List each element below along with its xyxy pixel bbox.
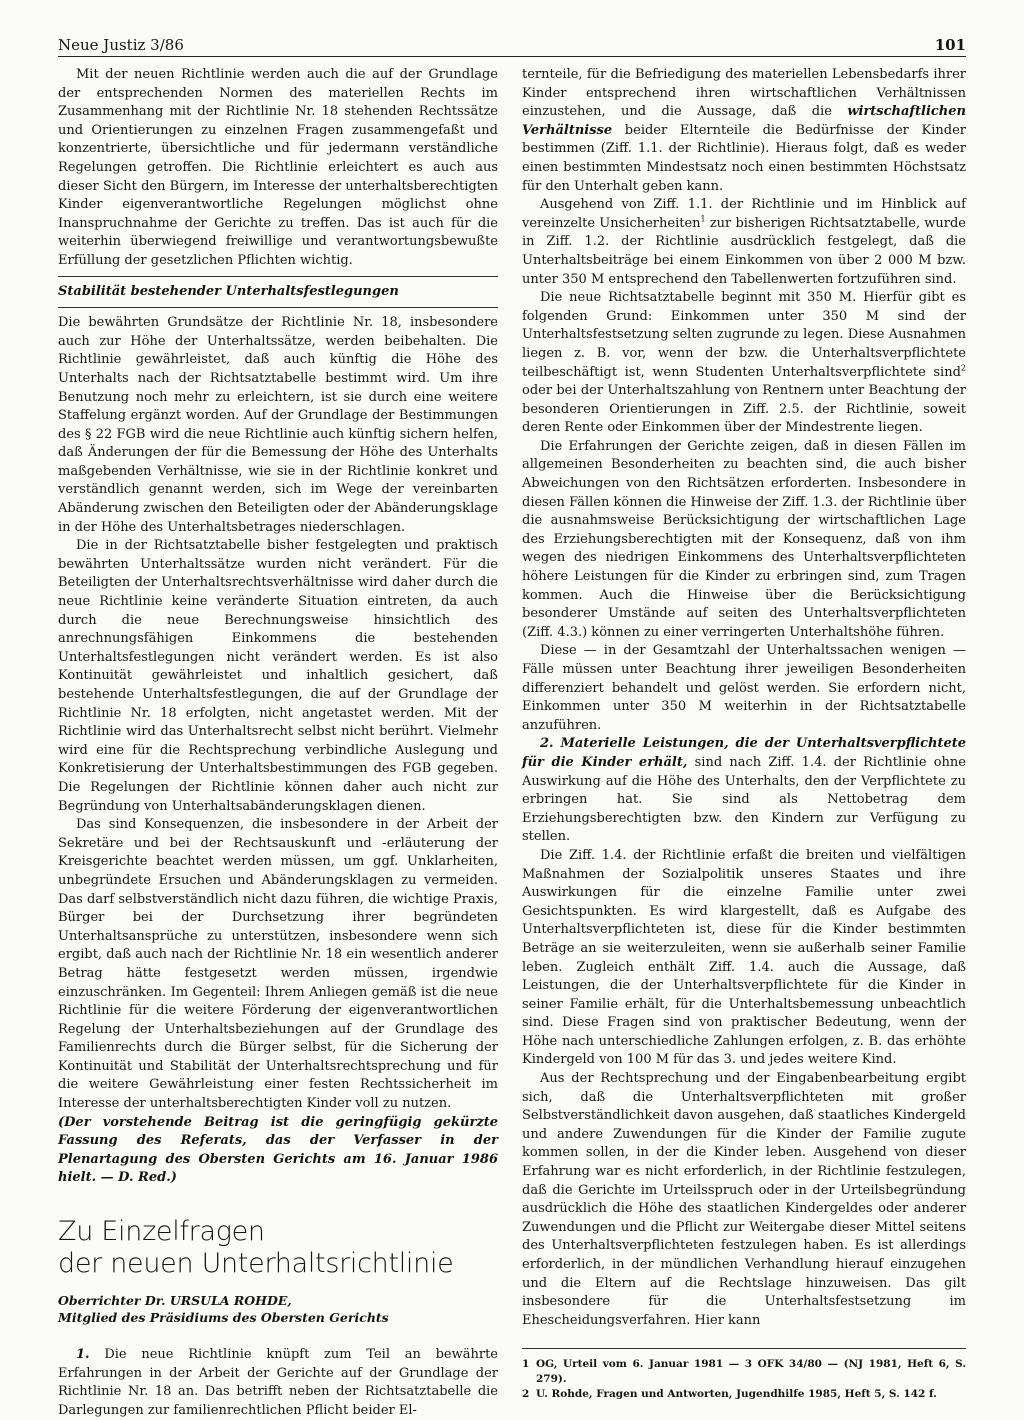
text-run: beider Elternteile die Bedürfnisse der Kinder bestimmen (Ziff. 1.1. der Richtlinie). Hieraus folgt, daß es weder einen bestimmten Mindestsatz noch einen bestimmten Höchstsatz für den Unterhalt geben kann. [522, 122, 966, 194]
page-number: 101 [934, 36, 966, 54]
paragraph [522, 196, 966, 289]
journal-issue: Neue Justiz 3/86 [58, 36, 184, 54]
section-heading: Stabilität bestehender Unterhaltsfestlegungen [58, 283, 399, 299]
header-rule [58, 56, 966, 57]
footnote-ref: 1 [700, 214, 706, 224]
article-title-line: Zu Einzelfragen [58, 1216, 265, 1248]
text-run: oder bei der Unterhaltszahlung von Rentnern unter Beachtung der besonderen Orientierungen in Ziff. 2.5. der Richtlinie, soweit deren Rente oder Einkommen über der Mindestrente liegen. [522, 383, 966, 436]
section-rule [58, 276, 498, 277]
paragraph: Diese — in der Gesamtzahl der Unterhaltssachen wenigen — Fälle müssen unter Beachtung ihrer jeweiligen Besonderheiten differenziert behandelt und gelöst werden. Sie erfordern nicht, Einkommen unter 350 M weiterhin in der Richtsatztabelle anzuführen. [522, 643, 966, 733]
paragraph: Das sind Konsequenzen, die insbesondere in der Arbeit der Sekretäre und bei der Rechtsauskunft und -erläuterung der Kreisgerichte beachtet werden müssen, um ggf. Unklarheiten, unbegründete Ersuchen und Abänderungsklagen zu vermeiden. Das darf selbstverständlich nicht dazu führen, die wichtige Praxis, Bürger bei der Durchsetzung ihrer begründeten Unterhaltsansprüche zu unterstützen, insbesondere wenn sich ergibt, daß auch nach der Richtlinie Nr. 18 ein wesentlich anderer Betrag hätte festgesetzt werden müssen, irgendwie einzuschränken. Im Gegenteil: Ihrem Anliegen gemäß ist die neue Richtlinie für die weitere Förderung der eigenverantwortlichen Regelung der Unterhaltsbeziehungen auf der Grundlage des Familienrechts durch die Bürger selbst, für die Sicherung der Kontinuität und Stabilität der Unterhaltsrechtsprechung und für die weitere Gewährleistung einer festen Rechtssicherheit im Interesse der unterhaltsberechtigten Kinder voll zu nutzen. [58, 817, 498, 1112]
footnote-ref: 2 [960, 363, 966, 373]
paragraph: Die in der Richtsatztabelle bisher festgelegten und praktisch bewährten Unterhaltssätze wurden nicht verändert. Für die Beteiligten der Unterhaltsrechtsverhältnisse wird daher durch die neue Richtlinie keine veränderte Situation eintreten, da auch durch die neue Berechnungsweise hinsichtlich des anrechnungsfähigen Einkommens die bestehenden Unterhaltsfestlegungen nicht verändert werden. Es ist also Kontinuität gewährleistet und inhaltlich gesichert, daß bestehende Unterhaltsfestlegungen, die auf der Grundlage der Richtlinie Nr. 18 erfolgten, nicht angetastet werden. Mit der Richtlinie wird das Unterhaltsrecht selbst nicht berührt. Vielmehr wird eine für die Rechtsprechung verbindliche Auslegung und Konkretisierung der Unterhaltsbestimmungen des FGB gegeben. Die Regelungen der Richtlinie können daher auch nicht zur Begründung von Unterhaltsabänderungsklagen dienen. [58, 538, 498, 814]
paragraph [522, 735, 966, 847]
author-name: Oberrichter Dr. URSULA ROHDE, [58, 1293, 292, 1309]
paragraph: Die bewährten Grundsätze der Richtlinie Nr. 18, insbesondere auch zur Höhe der Unterhaltssätze, werden beibehalten. Die Richtlinie gewährleistet, daß auch künftig die Höhe des Unterhalts nach der Richtsatztabelle bestimmt wird. Um ihre Benutzung noch mehr zu erleichtern, ist sie durch eine weitere Staffelung ergänzt worden. Auf der Grundlage der Bestimmungen des § 22 FGB wird die neue Richtlinie auch künftig sichern helfen, daß Änderungen der für die Bemessung der Höhe des Unterhalts maßgebenden Verhältnisse, wie sie in der Richtlinie konkret und verständlich genannt werden, sich im Wege der vereinbarten Abänderung zwischen den Beteiligten oder der Abänderungsklage in der Höhe des Unterhaltsbetrages niederschlagen. [58, 315, 498, 535]
paragraph [58, 1346, 498, 1420]
text-run: ternteile, für die Befriedigung des materiellen Lebensbedarfs ihrer Kinder entsprechend ihren wirtschaftlichen Verhältnissen einzustehen, und die Aussage, daß die [522, 67, 966, 120]
author-byline [58, 1292, 498, 1326]
footnote [522, 1387, 966, 1402]
text-run: zur bisherigen Richtsatztabelle, wurde in Ziff. 1.2. der Richtlinie ausdrücklich festgelegt, daß die Unterhaltsbeiträge bei einem Einkommen von über 2 000 M bzw. unter 350 M entsprechend den Tabellenwerten fortzuführen sind. [522, 215, 966, 287]
footnote-rule [522, 1348, 966, 1349]
emphasis: 2. Materielle Leistungen, die der Unterhaltsverpflichtete für die Kinder erhält, [522, 736, 966, 770]
text-run: sind nach Ziff. 1.4. der Richtlinie ohne Auswirkung auf die Höhe des Unterhalts, den der Verpflichtete zu erbringen hat. Sie sind als Nettobetrag dem Erziehungsberechtigten bzw. den Kindern zur Verfügung zu stellen. [522, 754, 966, 845]
paragraph: Die Ziff. 1.4. der Richtlinie erfaßt die breiten und vielfältigen Maßnahmen der Sozialpolitik unseres Staates und ihre Auswirkungen für die einzelne Familie unter zwei Gesichtspunkten. Es wird klargestellt, daß es Aufgabe des Unterhaltsverpflichteten ist, diese für die Kinder bestimmten Beträge an sie weiterzuleiten, wenn sie außerhalb seiner Familie leben. Zugleich enthält Ziff. 1.4. auch die Aussage, daß Leistungen, die der Unterhaltsverpflichtete für die Kinder in seiner Familie erhält, für die Unterhaltsbemessung unbeachtlich sind. Diese Fragen sind von praktischer Bedeutung, wenn der Höhe nach unterschiedliche Zahlungen erfolgen, z. B. das erhöhte Kindergeld von 100 M für das 3. und jedes weitere Kind. [522, 847, 966, 1068]
paragraph: Mit der neuen Richtlinie werden auch die auf der Grundlage der entsprechenden Normen des materiellen Rechts im Zusammenhang mit der Richtlinie Nr. 18 stehenden Rechtssätze und Orientierungen zu einzelnen Fragen zusammengefaßt und konzentrierte, übersichtliche und für jedermann verständliche Regelungen getroffen. Die Richtlinie erleichtert es auch aus dieser Sicht den Bürgern, im Interesse der unterhaltsberechtigten Kinder eigenverantwortliche Regelungen möglichst ohne Inanspruchnahme der Gerichte zu treffen. Das ist auch für die weiterhin überwiegend freiwillige und verantwortungsbewußte Erfüllung der gesetzlichen Pflichten wichtig. [58, 67, 498, 268]
author-affiliation: Mitglied des Präsidiums des Obersten Gerichts [58, 1310, 389, 1326]
paragraph [522, 289, 966, 438]
paragraph: Aus der Rechtsprechung und der Eingabenbearbeitung ergibt sich, daß die Unterhaltsverpflichteten mit großer Selbstverständlichkeit davon ausgehen, daß staatliches Kindergeld und andere Zuwendungen für die Kinder der Familie zugute kommen sollen, in der die Kinder leben. Ausgehend von dieser Erfahrung war es nicht erforderlich, in der Richtlinie festzulegen, daß die Gerichte im Urteilsspruch oder in der Urteilsbegründung ausdrücklich die Höhe des staatlichen Kindergeldes oder anderer Zuwendungen und die Pflicht zur Weitergabe dieser Mittel seitens des Unterhaltsverpflichteten festzulegen haben. Es ist allerdings erforderlich, in der mündlichen Verhandlung hierauf einzugehen und die Eltern auf die Rechtslage hinzuweisen. Das gilt insbesondere für die Unterhaltsfestsetzung im Ehescheidungsverfahren. Hier kann [522, 1071, 966, 1328]
paragraph [522, 66, 966, 196]
footnote-number: 2 [522, 1388, 530, 1401]
paragraph-text: Die neue Richtlinie knüpft zum Teil an bewährte Erfahrungen in der Arbeit der Gerichte auf der Grundlage der Richtlinie Nr. 18 an. Das betrifft neben der Richtsatztabelle die Darlegungen zur familienrechtlichen Pflicht beider El- [58, 1347, 498, 1418]
footnote-text: U. Rohde, Fragen und Antworten, Jugendhilfe 1985, Heft 5, S. 142 f. [536, 1388, 937, 1401]
footnote [522, 1357, 966, 1387]
right-column [522, 66, 966, 1402]
article-title [58, 1216, 498, 1280]
emphasis: wirtschaftlichen Verhältnisse [522, 104, 966, 138]
page-header [58, 36, 966, 56]
text-run: Ausgehend von Ziff. 1.1. der Richtlinie und im Hinblick auf vereinzelte Unsicherheiten [522, 197, 966, 231]
text-run: Die neue Richtsatztabelle beginnt mit 350 M. Hierfür gibt es folgenden Grund: Einkommen unter 350 M sind der Unterhaltsfestsetzung selten zugrunde zu legen. Diese Ausnahmen liegen z. B. vor, wenn der bzw. die Unterhaltsverpflichtete teilbeschäftigt ist, wenn Studenten Unterhaltsverpflichtete sind [522, 290, 966, 380]
editor-note: (Der vorstehende Beitrag ist die geringfügig gekürzte Fassung des Referats, das der Verfasser in der Plenartagung des Obersten Gerichts am 16. Januar 1986 hielt. — D. Red.) [58, 1114, 498, 1186]
footnote-number: 1 [522, 1358, 530, 1371]
footnote-text: OG, Urteil vom 6. Januar 1981 — 3 OFK 34/80 — (NJ 1981, Heft 6, S. 279). [536, 1358, 966, 1386]
section-rule [58, 307, 498, 308]
paragraph: Die Erfahrungen der Gerichte zeigen, daß in diesen Fällen im allgemeinen Besonderheiten zu beachten sind, die auch bisher Abweichungen von den Richtsätzen erforderten. Insbesondere in diesen Fällen können die Hinweise der Ziff. 1.3. der Richtlinie über die ausnahmsweise Berücksichtigung der wirtschaftlichen Lage des Erziehungsberechtigten mit der Konsequenz, daß von ihm wegen des niedrigen Einkommens des Unterhaltsverpflichteten höhere Leistungen für die Kinder zu erbringen sind, zum Tragen kommen. Auch die Hinweise über die Berücksichtigung besonderer Umstände auf seiten des Unterhaltsverpflichteten (Ziff. 4.3.) können zu einer verringerten Unterhaltshöhe führen. [522, 438, 966, 640]
article-title-line: der neuen Unterhaltsrichtlinie [58, 1248, 454, 1280]
section-number: 1. [76, 1347, 90, 1363]
left-column [58, 66, 498, 1420]
